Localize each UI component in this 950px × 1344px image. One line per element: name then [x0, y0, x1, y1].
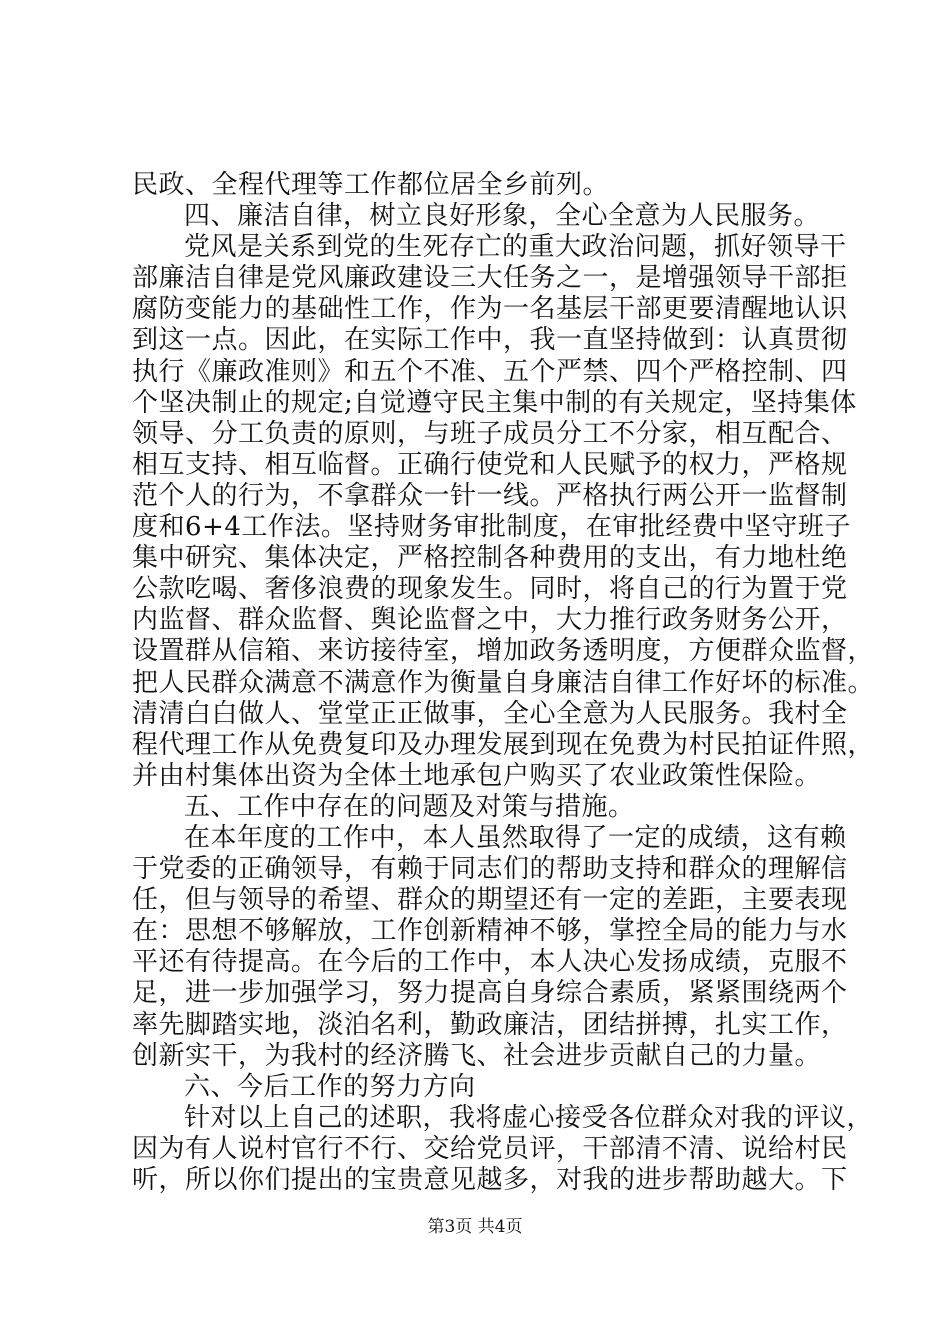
text-line: 把人民群众满意不满意作为衡量自身廉洁自律工作好坏的标准。 — [132, 667, 875, 698]
text-line: 集中研究、集体决定，严格控制各种费用的支出，有力地杜绝 — [132, 543, 848, 574]
text-line: 清清白白做人、堂堂正正做事，全心全意为人民服务。我村全 — [132, 698, 848, 729]
text-line: 执行《廉政准则》和五个不准、五个严禁、四个严格控制、四 — [132, 356, 848, 387]
page-footer: 第3页 共4页 — [427, 1217, 523, 1237]
document-body — [132, 170, 875, 1196]
text-line: 程代理工作从免费复印及办理发展到现在免费为村民拍证件照， — [132, 729, 875, 760]
text-line: 内监督、群众监督、舆论监督之中，大力推行政务财务公开， — [132, 605, 848, 636]
text-line: 针对以上自己的述职，我将虚心接受各位群众对我的评议， — [184, 1102, 874, 1133]
text-line: 领导、分工负责的原则，与班子成员分工不分家，相互配合、 — [132, 418, 848, 449]
text-line: 并由村集体出资为全体土地承包户购买了农业政策性保险。 — [132, 760, 822, 791]
text-line: 范个人的行为，不拿群众一针一线。严格执行两公开一监督制 — [132, 480, 848, 511]
text-line: 任，但与领导的希望、群众的期望还有一定的差距，主要表现 — [132, 885, 848, 916]
text-line: 个坚决制止的规定;自觉遵守民主集中制的有关规定，坚持集体 — [132, 387, 857, 418]
text-line: 听，所以你们提出的宝贵意见越多，对我的进步帮助越大。下 — [132, 1165, 848, 1195]
text-line: 设置群从信箱、来访接待室，增加政务透明度，方便群众监督， — [132, 636, 875, 667]
text-line: 度和6+4工作法。坚持财务审批制度，在审批经费中坚守班子 — [132, 512, 851, 543]
section-heading-6: 六、今后工作的努力方向 — [184, 1071, 476, 1102]
text-line: 相互支持、相互临督。正确行使党和人民赋予的权力，严格规 — [132, 449, 848, 480]
text-line: 腐防变能力的基础性工作，作为一名基层干部更要清醒地认识 — [132, 294, 848, 325]
text-line: 在本年度的工作中，本人虽然取得了一定的成绩，这有赖 — [184, 822, 847, 853]
section-heading-4: 四、廉洁自律，树立良好形象，全心全意为人民服务。 — [184, 201, 821, 232]
text-line: 足，进一步加强学习，努力提高自身综合素质，紧紧围绕两个 — [132, 978, 848, 1009]
text-line: 创新实干，为我村的经济腾飞、社会进步贡献自己的力量。 — [132, 1040, 822, 1071]
text-line: 在：思想不够解放，工作创新精神不够，掌控全局的能力与水 — [132, 916, 848, 947]
text-line: 因为有人说村官行不行、交给党员评，干部清不清、说给村民 — [132, 1133, 848, 1164]
text-line: 到这一点。因此，在实际工作中，我一直坚持做到：认真贯彻 — [132, 325, 848, 356]
text-line: 民政、全程代理等工作都位居全乡前列。 — [132, 170, 610, 200]
text-line: 党风是关系到党的生死存亡的重大政治问题，抓好领导干 — [184, 232, 847, 263]
text-line: 于党委的正确领导，有赖于同志们的帮助支持和群众的理解信 — [132, 854, 848, 885]
text-line: 公款吃喝、奢侈浪费的现象发生。同时，将自己的行为置于党 — [132, 574, 848, 605]
text-line: 率先脚踏实地，淡泊名利，勤政廉洁，团结拼搏，扎实工作， — [132, 1009, 848, 1040]
section-heading-5: 五、工作中存在的问题及对策与措施。 — [184, 791, 635, 822]
text-line: 部廉洁自律是党风廉政建设三大任务之一，是增强领导干部拒 — [132, 263, 848, 294]
text-line: 平还有待提高。在今后的工作中，本人决心发扬成绩，克服不 — [132, 947, 848, 978]
